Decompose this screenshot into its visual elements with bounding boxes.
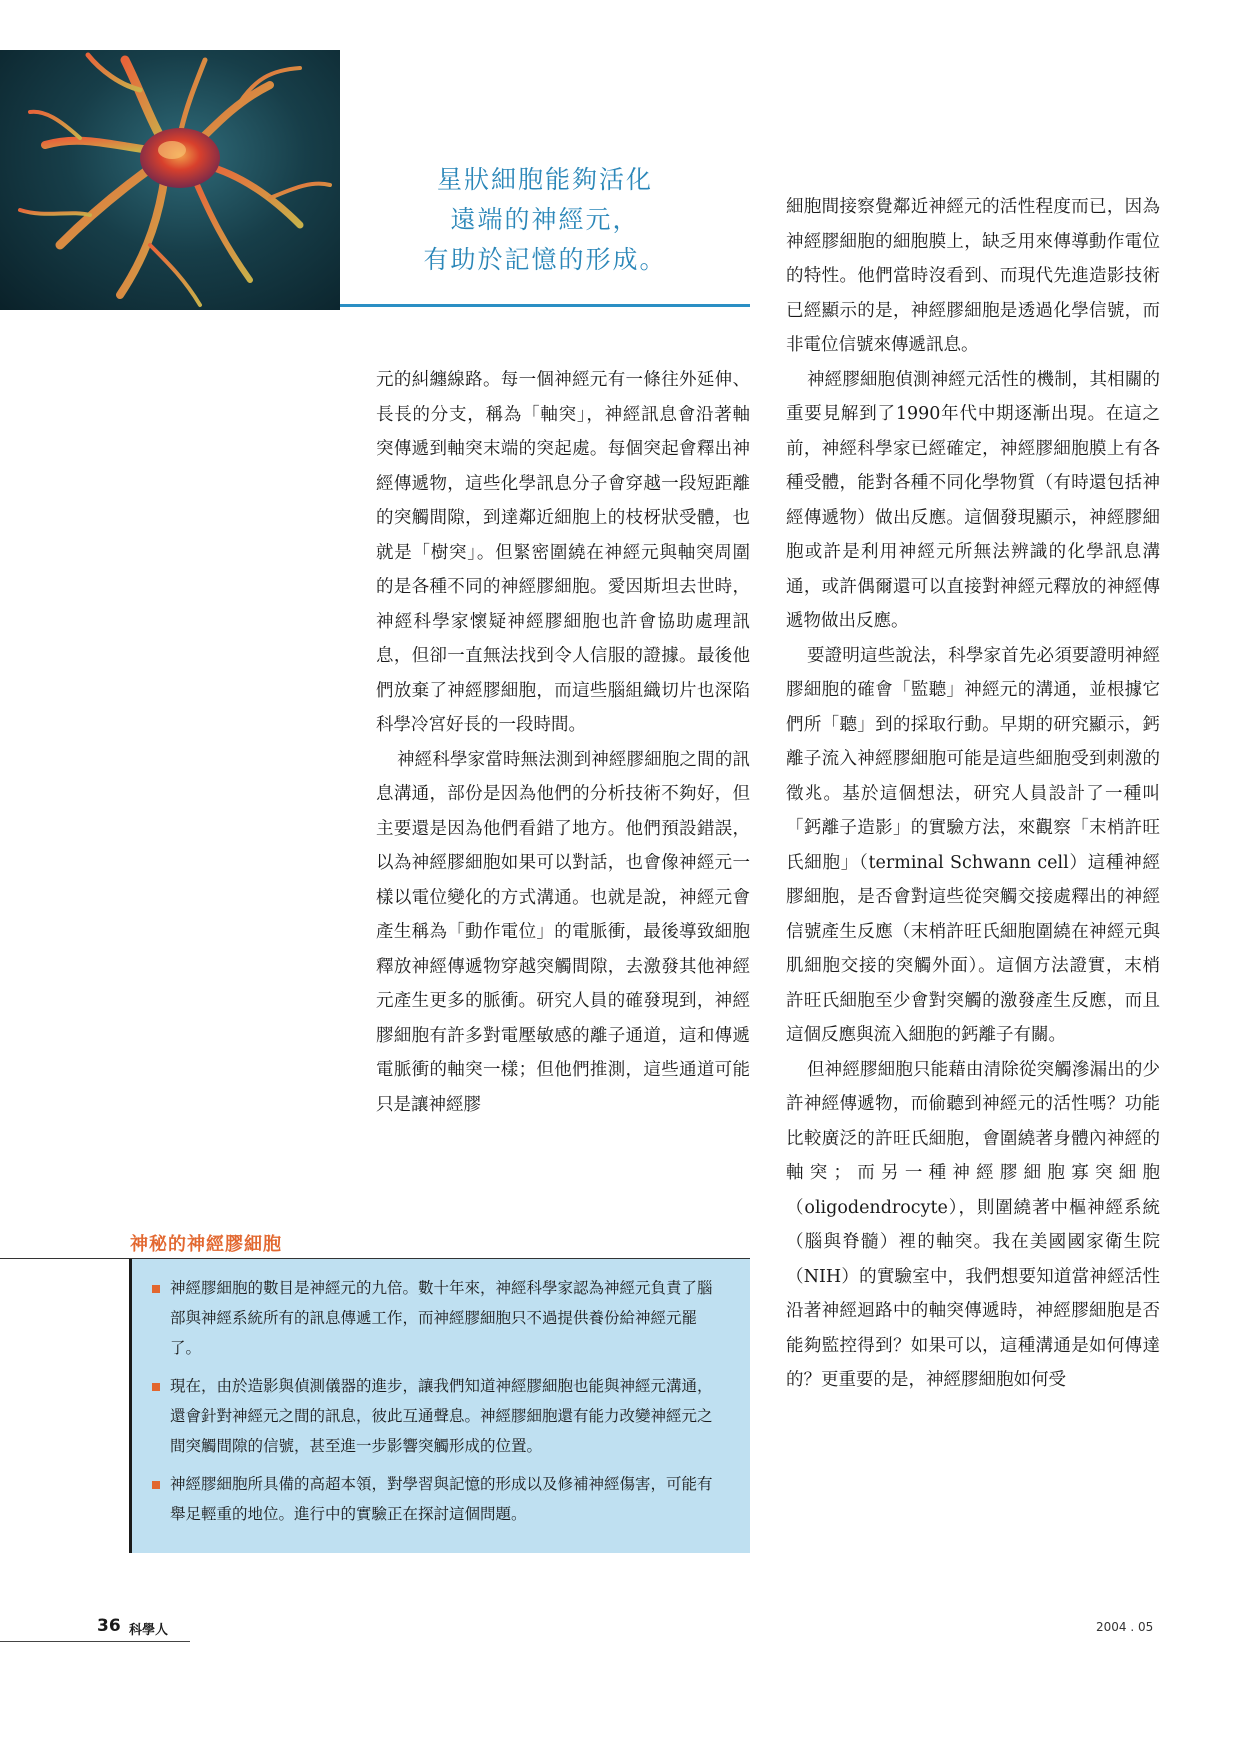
sidebar-title: 神秘的神經膠細胞 — [130, 1234, 282, 1255]
article-paragraph: 神經科學家當時無法測到神經膠細胞之間的訊息溝通，部份是因為他們的分析技術不夠好，但主要還是因為他們看錯了地方。他們預設錯誤，以為神經膠細胞如果可以對話，也會像神經元一樣以電位變化的方式溝通。也就是說，神經元會產生稱為「動作電位」的電脈衝，最後導致細胞釋放神經傳遞物穿越突觸間隙，去激發其他神經元產生更多的脈衝。研究人員的確發現到，神經膠細胞有許多對電壓敏感的離子通道，這和傳遞電脈衝的軸突一樣；但他們推測，這些通道可能只是讓神經膠 — [376, 749, 750, 1115]
sidebar-box — [129, 1259, 750, 1553]
sidebar-item-text: 神經膠細胞所具備的高超本領，對學習與記憶的形成以及修補神經傷害，可能有舉足輕重的地位。進行中的實驗正在探討這個問題。 — [170, 1475, 713, 1523]
article-paragraph: 神經膠細胞偵測神經元活性的機制，其相關的重要見解到了1990年代中期逐漸出現。在這之前，神經科學家已經確定，神經膠細胞膜上有各種受體，能對各種不同化學物質（有時還包括神經傳遞物）做出反應。這個發現顯示，神經膠細胞或許是利用神經元所無法辨識的化學訊息溝通，或許偶爾還可以直接對神經元釋放的神經傳遞物做出反應。 — [786, 369, 1160, 631]
article-column-right — [786, 190, 1160, 1398]
sidebar-item — [152, 1273, 724, 1363]
footer-rule — [0, 1641, 190, 1642]
pull-quote — [340, 160, 750, 280]
article-column-middle — [376, 363, 750, 1122]
sidebar-item — [152, 1371, 724, 1461]
sidebar-item-text: 現在，由於造影與偵測儀器的進步，讓我們知道神經膠細胞也能與神經元溝通，還會針對神經元之間的訊息，彼此互通聲息。神經膠細胞還有能力改變神經元之間突觸間隙的信號，甚至進一步影響突觸形成的位置。 — [170, 1377, 713, 1455]
astrocyte-cell-icon — [0, 50, 340, 310]
square-bullet-icon — [152, 1481, 160, 1489]
sidebar-item — [152, 1469, 724, 1529]
article-paragraph: 要證明這些說法，科學家首先必須要證明神經膠細胞的確會「監聽」神經元的溝通，並根據它們所「聽」到的採取行動。早期的研究顯示，鈣離子流入神經膠細胞可能是這些細胞受到刺激的徵兆。基於這個想法，研究人員設計了一種叫「鈣離子造影」的實驗方法，來觀察「末梢許旺氏細胞」（terminal Schwann cell）這種神經膠細胞，是否會對這些從突觸交接處釋出的神經信號產生反應（末梢許旺氏細胞圍繞在神經元與肌細胞交接的突觸外面）。這個方法證實，末梢許旺氏細胞至少會對突觸的激發產生反應，而且這個反應與流入細胞的鈣離子有關。 — [786, 645, 1160, 1045]
square-bullet-icon — [152, 1285, 160, 1293]
sidebar-item-text: 神經膠細胞的數目是神經元的九倍。數十年來，神經科學家認為神經元負責了腦部與神經系統所有的訊息傳遞工作，而神經膠細胞只不過提供養份給神經元罷了。 — [170, 1279, 713, 1357]
pull-quote-line: 有助於記憶的形成。 — [423, 245, 667, 274]
article-paragraph: 元的糾纏線路。每一個神經元有一條往外延伸、長長的分支，稱為「軸突」，神經訊息會沿著軸突傳遞到軸突末端的突起處。每個突起會釋出神經傳遞物，這些化學訊息分子會穿越一段短距離的突觸間隙，到達鄰近細胞上的枝枒狀受體，也就是「樹突」。但緊密圍繞在神經元與軸突周圍的是各種不同的神經膠細胞。愛因斯坦去世時，神經科學家懷疑神經膠細胞也許會協助處理訊息，但卻一直無法找到令人信服的證據。最後他們放棄了神經膠細胞，而這些腦組織切片也深陷科學冷宮好長的一段時間。 — [376, 370, 750, 735]
article-paragraph: 但神經膠細胞只能藉由清除從突觸滲漏出的少許神經傳遞物，而偷聽到神經元的活性嗎？功能比較廣泛的許旺氏細胞，會圍繞著身體內神經的軸突；而另一種神經膠細胞寡突細胞（oligodendrocyte），則圍繞著中樞神經系統（腦與脊髓）裡的軸突。我在美國國家衛生院（NIH）的實驗室中，我們想要知道當神經活性沿著神經迴路中的軸突傳遞時，神經膠細胞是否能夠監控得到？如果可以，這種溝通是如何傳達的？更重要的是，神經膠細胞如何受 — [786, 1059, 1160, 1390]
issue-date: 2004 . 05 — [1096, 1620, 1154, 1634]
astrocyte-illustration — [0, 50, 340, 310]
article-paragraph: 細胞間接察覺鄰近神經元的活性程度而已，因為神經膠細胞的細胞膜上，缺乏用來傳導動作電位的特性。他們當時沒看到、而現代先進造影技術已經顯示的是，神經膠細胞是透過化學信號，而非電位信號來傳遞訊息。 — [786, 197, 1160, 355]
pull-quote-rule — [340, 304, 750, 307]
square-bullet-icon — [152, 1383, 160, 1391]
pull-quote-line: 遠端的神經元， — [450, 205, 640, 234]
pull-quote-line: 星狀細胞能夠活化 — [436, 165, 653, 194]
page-number: 36 — [97, 1616, 121, 1636]
magazine-name: 科學人 — [129, 1623, 169, 1638]
